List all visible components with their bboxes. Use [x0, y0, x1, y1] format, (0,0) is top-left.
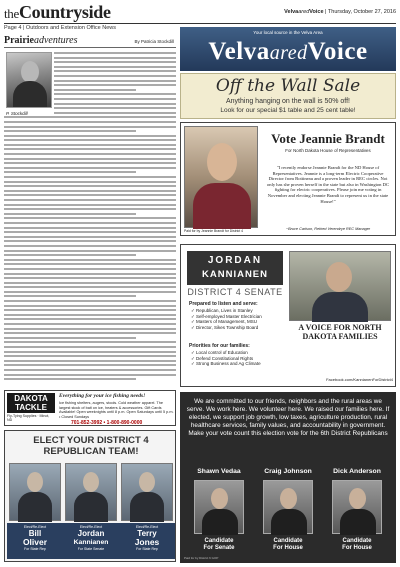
article-text-line	[54, 61, 176, 63]
candidate-box-jones: Elect/Re-Elect Terry Jones For State Rep	[119, 523, 175, 559]
list-item: ✓ Defend Constitutional Rights	[191, 355, 254, 361]
article-text-line	[4, 167, 176, 169]
banner-title: VelvaaredVoice	[208, 38, 368, 65]
article-text-line	[4, 300, 176, 302]
candidate-office-anderson: Candidate For House	[342, 538, 372, 551]
banner-tagline: Your local source in the Velva Area	[253, 30, 323, 35]
column-byline: By Patricia Stockdill	[134, 39, 174, 44]
brandt-credit: Paid for by Jeannie Brandt for District 4	[184, 229, 243, 233]
candidate-box-kannianen: Elect/Re-Elect Jordan Kannianen For State Senate	[63, 523, 119, 559]
article-text-line	[4, 185, 176, 187]
article-text-line	[4, 126, 176, 128]
tackle-address: Fly-Tying Supplies · Minot, ND	[7, 414, 50, 422]
article-text-line	[4, 305, 176, 307]
candidate-name-johnson: Craig Johnson	[264, 468, 312, 475]
article-text-line	[4, 378, 136, 380]
elect-district-4-ad	[4, 430, 176, 562]
article-text-line	[4, 162, 176, 164]
candidate-name-vedaa: Shawn Vedaa	[197, 468, 241, 475]
kannianen-prepared-heading: Prepared to listen and serve:	[189, 301, 258, 307]
article-text-line	[4, 360, 176, 362]
article-text-line	[4, 144, 176, 146]
article-text-line	[54, 84, 176, 86]
article-text-line	[4, 135, 176, 137]
list-item: ✓ Strong Business and Ag Climate	[191, 361, 261, 367]
article-text-line	[4, 263, 176, 265]
kannianen-senate-ad	[180, 244, 396, 387]
article-text-line	[4, 190, 176, 192]
article-text-line	[4, 318, 176, 320]
column-title: Prairieadventures	[4, 34, 176, 48]
off-the-wall-sale-ad	[180, 73, 396, 119]
candidate-photo-anderson	[332, 480, 382, 534]
article-text-line	[4, 332, 176, 334]
list-item: ✓ Masters of Management, MSU	[191, 319, 258, 325]
masthead	[4, 2, 396, 24]
elect-ad-title: ELECT YOUR DISTRICT 4 REPUBLICAN TEAM!	[33, 435, 149, 457]
page-subhead: Page 4 | Outdoors and Extension Office News	[4, 25, 117, 31]
article-text-line	[4, 364, 176, 366]
kannianen-family-photo	[289, 251, 391, 321]
republicans-statement: We are committed to our friends, neighbors and the rural areas we serve. We work here. We volunteer here. We raised our families here. If elected, we support job growth, low taxes, agriculture production, rural healthcare services, family values, and accountability in government. Make your vote count this election vote for the 6th District Republicans	[186, 398, 390, 437]
article-text-line	[4, 277, 176, 279]
kannianen-district: DISTRICT 4 SENATE	[187, 287, 283, 297]
article-text-line	[4, 268, 176, 270]
article-text-line	[54, 98, 176, 100]
brandt-title: Vote Jeannie Brandt	[271, 131, 385, 146]
list-item: ✓ Director, Sikes Township Board	[191, 324, 259, 330]
article-text-line	[4, 351, 176, 353]
article-text-line	[4, 222, 176, 224]
article-text-line	[54, 52, 176, 54]
kannianen-priorities-list	[191, 350, 291, 367]
article-text-line	[4, 250, 176, 252]
article-text-line	[4, 259, 176, 261]
article-text-line	[4, 158, 176, 160]
article-text-line	[4, 217, 176, 219]
candidate-office-johnson: Candidate For House	[273, 538, 303, 551]
masthead-date: VelvaaredVoice | Thursday, October 27, 2016	[284, 9, 396, 15]
kannianen-slogan: A VOICE FOR NORTH DAKOTA FAMILIES	[298, 323, 382, 341]
article-text-line	[4, 130, 136, 132]
article-text-line	[54, 93, 176, 95]
article-text-line	[4, 231, 176, 233]
candidate-name-anderson: Dick Anderson	[333, 468, 381, 475]
article-text-line	[4, 153, 176, 155]
district-republicans-ad	[180, 392, 396, 563]
dakota-tackle-logo: DAKOTA TACKLE	[7, 393, 55, 413]
article-text-line	[4, 227, 176, 229]
velva-voice-banner	[180, 27, 396, 71]
sale-line-1: Anything hanging on the wall is 50% off!	[225, 98, 350, 105]
article-text-line	[4, 254, 136, 256]
article-text-line	[54, 57, 176, 59]
article-text-line	[4, 148, 176, 150]
dakota-tackle-ad	[4, 390, 176, 426]
brandt-subtitle: For North Dakota House of Representatives	[285, 148, 371, 153]
article-text-line	[4, 314, 176, 316]
article-text-line	[4, 139, 176, 141]
kannianen-name-block: JORDAN KANNIANEN	[187, 251, 283, 285]
article-text-line	[4, 374, 176, 376]
article-text-line	[4, 355, 176, 357]
article-text-line	[4, 291, 176, 293]
article-text-line	[54, 66, 176, 68]
sale-line-2: Look for our special $1 table and 25 cent table!	[220, 107, 356, 114]
article-text-line	[4, 282, 176, 284]
tackle-phone: 701-852-3992 • 1-800-890-0000	[71, 420, 143, 426]
article-text-line	[54, 89, 136, 91]
article-text-line	[4, 328, 176, 330]
article-text-line	[54, 112, 176, 114]
list-item: ✓ Local control of Education	[191, 350, 248, 355]
article-text-line	[4, 337, 136, 339]
article-text-line	[54, 107, 176, 109]
tackle-headline: Everything for your ice fishing needs!	[59, 393, 146, 399]
article-text-line	[4, 171, 136, 173]
list-item: ✓ Republican, Lives in Stanley	[191, 308, 253, 313]
author-photo-caption: P. Stockdill	[6, 111, 28, 116]
article-text-line	[4, 213, 136, 215]
article-text-line	[4, 245, 176, 247]
article-text-line	[4, 240, 176, 242]
kannianen-experience-list	[191, 308, 291, 330]
candidate-photo-kannianen	[65, 463, 117, 521]
candidate-office-vedaa: Candidate For Senate	[203, 538, 235, 551]
article-text-line	[4, 273, 176, 275]
article-text-line	[4, 346, 176, 348]
article-text-line	[4, 208, 176, 210]
article-text-line	[4, 295, 136, 297]
kannianen-facebook: Facebook.com/KannianenForDistrict4	[326, 377, 393, 382]
brandt-endorsement-quote: "I recently endorse Jeannie Brandt for the ND House of Representatives. Jeannie is a long-term Electric Cooperative Director from Bottineau and a proven leader in REC circles. Not only has she proven herself in the state but also in Washington DC fighting for electric cooperatives. Please join me voting in November and electing Jeannie Brandt to represent us in the state House!"	[266, 165, 390, 204]
prairie-adventures-column	[4, 34, 176, 386]
brandt-quote-attribution: ~Bruce Carlson, Retired Verendrye REC Manager	[285, 227, 371, 231]
candidate-photo-vedaa	[194, 480, 244, 534]
newspaper-section-title: theCountryside	[4, 2, 111, 22]
article-text-line	[54, 80, 176, 82]
brandt-photo	[184, 126, 258, 228]
article-text-line	[4, 323, 176, 325]
article-text-line	[4, 309, 176, 311]
article-text-line	[4, 121, 176, 123]
article-text-line	[54, 70, 176, 72]
candidate-photo-oliver	[9, 463, 61, 521]
jeannie-brandt-ad	[180, 122, 396, 236]
article-text-line	[4, 176, 176, 178]
candidate-box-oliver: Elect/Re-Elect Bill Oliver For State Rep	[7, 523, 63, 559]
article-text-line	[4, 204, 176, 206]
article-text-line	[4, 286, 176, 288]
article-text-line	[4, 369, 176, 371]
article-text-line	[4, 116, 176, 118]
sale-title: Off the Wall Sale	[215, 76, 361, 96]
article-text-line	[4, 236, 176, 238]
article-text-line	[54, 103, 176, 105]
article-text-line	[4, 341, 176, 343]
candidate-photo-johnson	[263, 480, 313, 534]
kannianen-priorities-heading: Priorities for our families:	[189, 343, 250, 349]
tackle-body: Ice fishing shelters, augers, stools. Cold weather apparel. The largest stock of bait on ice, heaters & accessories. Gift Cards Available! Open weeknights until 8 p.m. Open Saturdays until 5 p.m. • Closed Sundays	[59, 401, 174, 419]
article-text-line	[54, 75, 176, 77]
article-text-line	[4, 181, 176, 183]
list-item: ✓ Self-employed Master Electrician	[191, 313, 262, 319]
article-text-line	[4, 199, 176, 201]
article-text-line	[4, 194, 176, 196]
author-photo	[6, 52, 52, 108]
candidate-photo-jones	[121, 463, 173, 521]
republicans-credit: Paid for by District 6 GOP	[184, 556, 219, 560]
